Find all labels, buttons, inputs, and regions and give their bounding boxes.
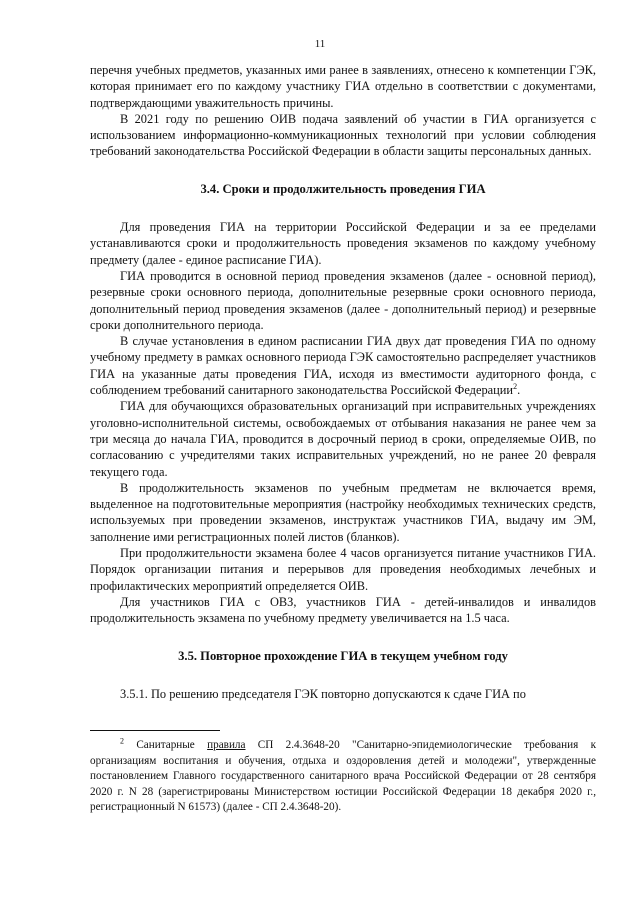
paragraph-3-4-4: ГИА для обучающихся образовательных организаций при исправительных учреждениях уголовно-исполнительной системы, освобождаемых от отбывания наказания не ранее чем за три месяца до начала ГИА, проводится в досрочный период в сроки, определяемые ОИВ, по согласованию с учредителями таких исправительных учреждений, но не ранее 20 февраля текущего года. [90,399,596,479]
paragraph-3-4-7: Для участников ГИА с ОВЗ, участников ГИА - детей-инвалидов и инвалидов продолжительность экзамена по учебному предмету увеличивается на 1.5 часа. [90,594,596,626]
footnote-text-post: СП 2.4.3648-20 "Санитарно-эпидемиологические требования к организациям воспитания и обучения, отдыха и оздоровления детей и молодежи", утвержденные постановлением Главного государственного санитарного врача Российской Федерации от 28 сентября 2020 г. N 28 (зарегистрированы Министерством юстиции Российской Федерации 18 декабря 2020 г., регистрационный N 61573) (далее - СП 2.4.3648-20). [90,739,597,814]
paragraph-continuation: перечня учебных предметов, указанных ими ранее в заявлениях, отнесено к компетенции ГЭК, которая принимает его по каждому участнику ГИА отдельно в соответствии с документами, подтверждающими уважительность причины. [90,63,596,110]
footnote-mark: 2 [120,736,124,746]
paragraph-3-4-2: ГИА проводится в основной период проведения экзаменов (далее - основной период), резервные сроки основного периода, дополнительные резервные сроки основного периода, дополнительный период проведения экзаменов (далее - дополнительный период) и резервные сроки дополнительного периода. [90,268,596,332]
document-body [90,62,596,702]
footnote-reference[interactable]: 2 [513,381,518,391]
paragraph-3-4-5: В продолжительность экзаменов по учебным предметам не включается время, выделенное на подготовительные мероприятия (настройку необходимых технических средств, используемых при проведении экзаменов, инструктаж участников ГИА, выдачу им ЭМ, заполнение ими регистрационных полей листов (бланков). [90,480,596,544]
footnote-rules-link[interactable]: правила [207,739,246,751]
paragraph-3-4-6: При продолжительности экзамена более 4 часов организуется питание участников ГИА. Порядок организации питания и перерывов для проведения необходимых лечебных и профилактических мероприятий определяется ОИВ. [90,546,596,593]
paragraph-3-4-1: Для проведения ГИА на территории Российской Федерации и за ее пределами устанавливаются сроки и продолжительность проведения экзаменов по каждому учебному предмету (далее - единое расписание ГИА). [90,220,596,267]
footnote-divider [90,730,220,731]
footnote-text-pre: Санитарные [124,739,208,751]
section-heading-3-4: 3.4. Сроки и продолжительность проведения ГИА [200,181,486,196]
paragraph-3-5-1: 3.5.1. По решению председателя ГЭК повторно допускаются к сдаче ГИА по [120,686,526,701]
section-heading-3-5: 3.5. Повторное прохождение ГИА в текущем учебном году [178,648,508,663]
paragraph-3-4-3 [90,333,596,398]
paragraph-2021-applications: В 2021 году по решению ОИВ подача заявлений об участии в ГИА организуется с использованием информационно-коммуникационных технологий при условии соблюдения требований законодательства Российской Федерации в области защиты персональных данных. [90,111,596,159]
page-number: 11 [314,38,326,50]
paragraph-3-4-3-end: . [517,383,521,398]
footnote-2 [90,738,596,816]
paragraph-3-4-3-text: В случае установления в едином расписании ГИА двух дат проведения ГИА по одному учебному предмету в рамках основного периода ГЭК самостоятельно распределяет участников ГИА на указанные даты проведения ГИА, исходя из вместимости аудиторного фонда, с соблюдением требований санитарного законодательства Российской Федерации [90,334,596,398]
